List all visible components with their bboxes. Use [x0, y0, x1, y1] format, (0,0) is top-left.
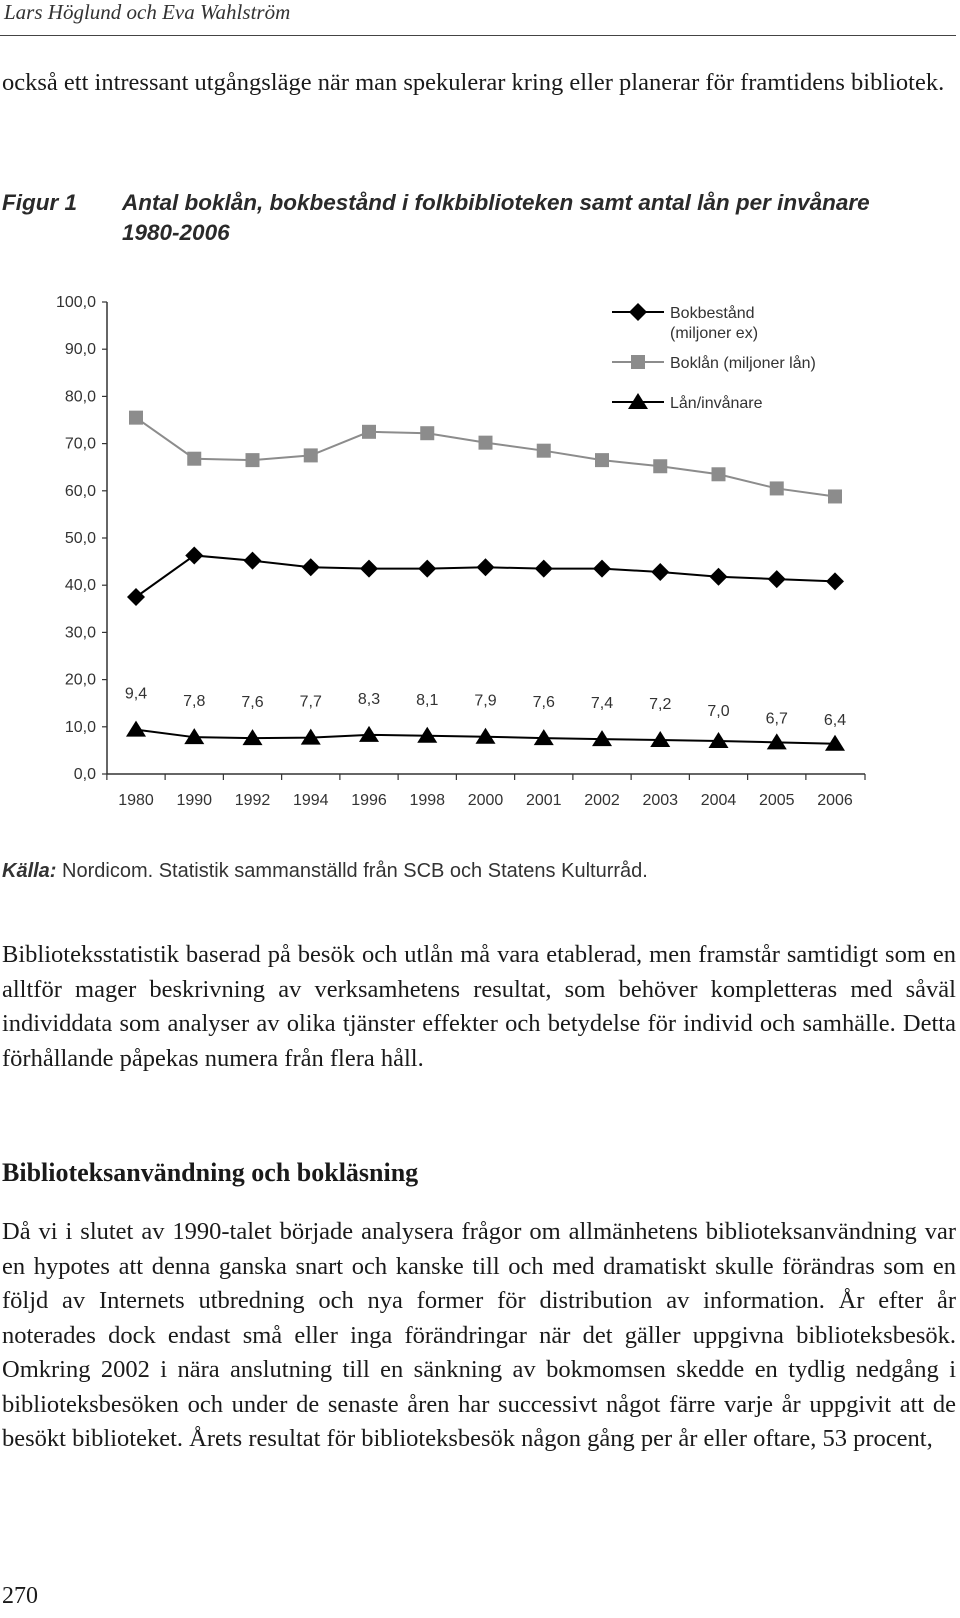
data-label: 9,4 — [124, 685, 148, 703]
data-point-square — [362, 425, 376, 439]
data-point-square — [304, 448, 318, 462]
paragraph-intro: också ett intressant utgångsläge när man spekulerar kring eller planerar för framtidens bibliotek. — [2, 69, 945, 96]
data-point-diamond — [477, 558, 495, 576]
data-point-diamond — [535, 560, 553, 578]
y-tick-label: 100,0 — [55, 294, 96, 311]
data-point-triangle — [359, 726, 379, 742]
legend-marker-diamond — [629, 303, 647, 321]
data-point-diamond — [651, 563, 669, 581]
data-point-diamond — [826, 572, 844, 590]
data-point-diamond — [768, 570, 786, 588]
data-point-diamond — [360, 560, 378, 578]
y-tick-label: 10,0 — [64, 718, 96, 736]
data-point-diamond — [244, 552, 262, 570]
x-tick-label: 2000 — [467, 792, 504, 809]
data-label: 7,6 — [241, 694, 264, 712]
data-point-diamond — [593, 560, 611, 578]
x-tick-label: 1994 — [292, 792, 329, 809]
x-tick-label: 2005 — [758, 792, 795, 809]
figure-source — [2, 860, 648, 883]
y-tick-label: 50,0 — [64, 530, 96, 547]
data-point-square — [595, 453, 609, 467]
data-point-square — [712, 467, 726, 481]
data-label: 7,2 — [649, 696, 672, 714]
data-point-diamond — [302, 558, 320, 576]
paragraph-statistics: Biblioteksstatistik baserad på besök och utlån må vara etablerad, men framstår samtidigt som en alltför mager beskrivning av verksamhetens resultat, som behöver kompletteras med såväl individdata som analyser av olika tjänster effekter och betydelse för individ och samhälle. Detta förhållande påpekas numera från flera håll. — [2, 941, 956, 1072]
data-point-diamond — [710, 568, 728, 586]
data-label: 7,6 — [532, 694, 555, 712]
x-tick-label: 1990 — [176, 792, 213, 809]
legend-label: Lån/invånare — [670, 395, 763, 412]
data-label: 7,0 — [707, 702, 730, 720]
data-label: 6,7 — [765, 710, 788, 728]
paragraph-usage: Då vi i slutet av 1990-talet började analysera frågor om allmänhetens biblioteksanvändning var en hypotes att denna ganska snart och kanske till och med dramatiskt skulle förändras som en följd av Internets utbredning och nya former för distribution av information. År efter år noterades dock endast små eller inga förändringar när det gäller uppgivna biblioteksbesök. Omkring 2002 i nära anslutning till en sänkning av bokmomsen skedde en tydlig nedgång i biblioteksbesöken och under de senaste åren har successivt något färre varje år uppgivit att de besökt biblioteket. Årets resultat för biblioteksbesök någon gång per år eller oftare, 53 procent, — [2, 1218, 956, 1452]
y-tick-label: 0,0 — [73, 766, 96, 783]
data-point-square — [479, 436, 493, 450]
source-label: Källa: — [2, 860, 57, 882]
data-label: 7,4 — [590, 695, 614, 713]
series-line-square — [136, 418, 835, 497]
y-tick-label: 40,0 — [64, 577, 96, 595]
running-head: Lars Höglund och Eva Wahlström — [4, 0, 291, 24]
x-tick-label: 2006 — [817, 792, 853, 809]
line-chart — [0, 280, 960, 840]
legend-label: (miljoner ex) — [670, 325, 759, 342]
legend-marker-square — [631, 355, 645, 369]
data-point-triangle — [126, 721, 146, 737]
legend-label: Boklån (miljoner lån) — [670, 355, 816, 372]
y-tick-label: 60,0 — [64, 482, 96, 500]
data-point-diamond — [127, 588, 145, 606]
data-point-square — [770, 481, 784, 495]
x-tick-label: 1998 — [409, 792, 446, 809]
data-point-square — [187, 452, 201, 466]
y-tick-label: 30,0 — [64, 624, 96, 642]
data-point-square — [653, 459, 667, 473]
section-heading: Biblioteksanvändning och bokläsning — [2, 1158, 419, 1187]
data-point-diamond — [185, 546, 203, 564]
y-tick-label: 90,0 — [64, 341, 96, 359]
data-point-square — [828, 489, 842, 503]
y-tick-label: 70,0 — [64, 435, 96, 453]
data-label: 6,4 — [823, 711, 847, 729]
data-point-square — [246, 453, 260, 467]
data-label: 7,7 — [299, 693, 322, 711]
page-number: 270 — [2, 1583, 38, 1609]
figure-label: Figur 1 — [2, 190, 78, 215]
x-tick-label: 1980 — [118, 792, 154, 809]
data-label: 7,9 — [474, 692, 497, 710]
x-tick-label: 2001 — [525, 792, 562, 809]
x-tick-label: 1992 — [234, 792, 271, 809]
data-point-square — [537, 444, 551, 458]
header-rule — [0, 35, 956, 36]
x-tick-label: 2002 — [584, 792, 620, 809]
x-tick-label: 1996 — [351, 792, 387, 809]
data-label: 8,1 — [416, 691, 439, 709]
data-point-square — [420, 426, 434, 440]
data-label: 8,3 — [357, 690, 381, 708]
data-point-square — [129, 411, 143, 425]
source-text: Nordicom. Statistik sammanställd från SCB och Statens Kulturråd. — [62, 860, 648, 882]
legend-label: Bokbestånd — [670, 305, 755, 322]
x-tick-label: 2003 — [642, 792, 679, 809]
data-label: 7,8 — [183, 693, 206, 711]
y-tick-label: 80,0 — [64, 388, 96, 406]
y-tick-label: 20,0 — [64, 671, 96, 689]
data-point-diamond — [418, 560, 436, 578]
x-tick-label: 2004 — [700, 792, 737, 809]
figure-title: Antal boklån, bokbestånd i folkbiblioteken samt antal lån per invånare 1980-2006 — [122, 190, 870, 245]
